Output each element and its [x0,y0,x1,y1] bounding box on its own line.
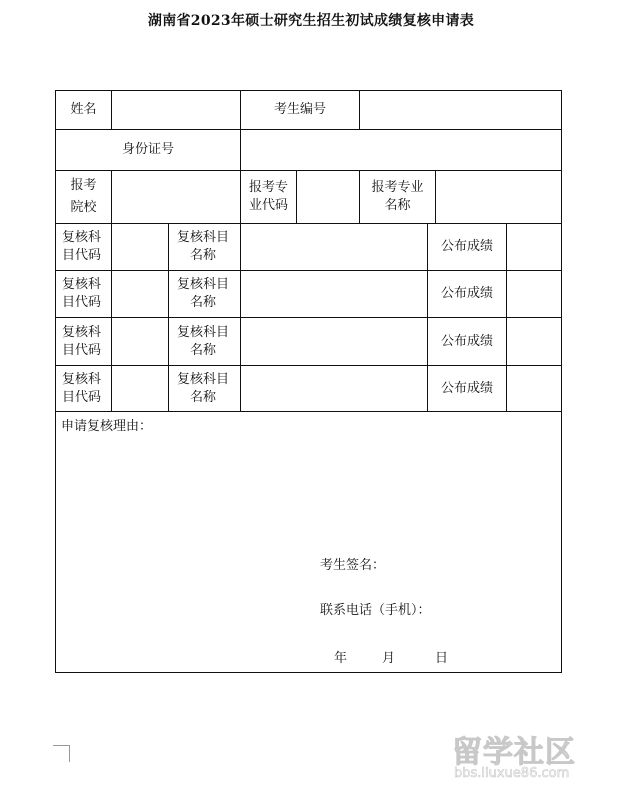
subject-name-label: 复核科目名称 [169,366,241,412]
subject-code-field[interactable] [112,318,169,366]
signature-label: 考生签名： [320,558,386,573]
date-day-label: 日 [435,651,449,666]
subject-name-label: 复核科目名称 [169,318,241,366]
watermark-url: bbs.liuxue86.com [454,766,570,781]
row-name [56,91,562,130]
date-month-label: 月 [382,651,396,666]
school-label: 报考院校 [56,171,112,224]
published-score-field[interactable] [507,366,562,412]
major-name-field[interactable] [436,171,562,224]
subject-name-label: 复核科目名称 [169,224,241,271]
id-field[interactable] [241,130,562,171]
major-code-label: 报考专业代码 [241,171,297,224]
major-code-field[interactable] [297,171,360,224]
subject-code-field[interactable] [112,224,169,271]
subject-code-field[interactable] [112,271,169,318]
review-application-form [55,90,562,673]
subject-name-field[interactable] [241,318,428,366]
subject-name-field[interactable] [241,366,428,412]
published-score-label: 公布成绩 [428,224,507,271]
row-reason [56,412,562,673]
major-name-label: 报考专业名称 [360,171,436,224]
published-score-field[interactable] [507,318,562,366]
row-school [56,171,562,224]
exam-no-field[interactable] [360,91,562,130]
subject-row [56,224,562,271]
date-year-label: 年 [334,651,348,666]
published-score-field[interactable] [507,224,562,271]
subject-code-field[interactable] [112,366,169,412]
reason-label: 申请复核理由： [61,419,153,434]
watermark-logo: 留学社区 [452,735,576,770]
subject-row [56,318,562,366]
subject-row [56,271,562,318]
page-corner-mark [53,745,70,762]
subject-name-field[interactable] [241,224,428,271]
subject-name-field[interactable] [241,271,428,318]
name-label: 姓名 [56,91,112,130]
row-id [56,130,562,171]
subject-code-label: 复核科目代码 [56,318,112,366]
school-field[interactable] [112,171,241,224]
published-score-label: 公布成绩 [428,271,507,318]
subject-code-label: 复核科目代码 [56,271,112,318]
phone-label: 联系电话（手机）： [320,603,431,618]
subject-name-label: 复核科目名称 [169,271,241,318]
exam-no-label: 考生编号 [241,91,360,130]
subject-row [56,366,562,412]
reason-field[interactable] [56,412,562,673]
published-score-field[interactable] [507,271,562,318]
published-score-label: 公布成绩 [428,366,507,412]
published-score-label: 公布成绩 [428,318,507,366]
name-field[interactable] [112,91,241,130]
page-title: 湖南省2023年硕士研究生招生初试成绩复核申请表 [147,13,475,29]
id-label: 身份证号 [56,130,241,171]
subject-code-label: 复核科目代码 [56,224,112,271]
subject-code-label: 复核科目代码 [56,366,112,412]
